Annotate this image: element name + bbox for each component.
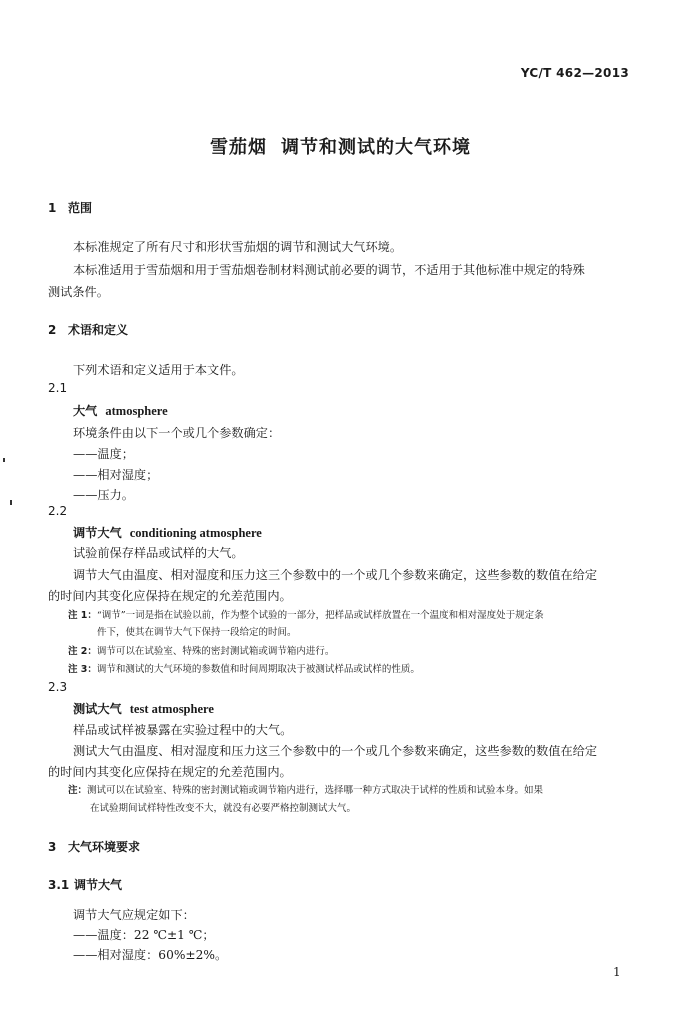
title-part1: 雪茄烟: [210, 137, 267, 158]
term-en: conditioning atmosphere: [129, 526, 262, 540]
paragraph-2-3-line2: 的时间内其变化应保持在规定的允差范围内。: [48, 765, 292, 779]
page-number: 1: [613, 965, 621, 979]
note-2-3: [0, 782, 681, 796]
clause-2-1-number: 2.1: [48, 381, 68, 395]
clause-number: 3.1: [48, 878, 70, 892]
clause-2-3-number: 2.3: [48, 680, 68, 694]
section-title: 术语和定义: [68, 323, 129, 337]
term-cn: 测试大气: [73, 702, 122, 716]
scope-paragraph-2-line2: 测试条件。: [48, 285, 109, 299]
note-2: [0, 643, 681, 657]
section-1-heading: [0, 199, 681, 216]
section-title: 大气环境要求: [68, 840, 141, 854]
section-number: 1: [48, 201, 57, 215]
section-2-heading: [0, 321, 681, 338]
scope-paragraph-1: 本标准规定了所有尺寸和形状雪茄烟的调节和测试大气环境。: [73, 240, 403, 254]
note-text: 测试可以在试验室、特殊的密封测试箱或调节箱内进行，选择哪一种方式取决于试样的性质和试验本身。如果: [87, 785, 544, 796]
term-2-3: [0, 700, 681, 717]
title-part2: 调节和测试的大气环境: [281, 137, 471, 158]
paragraph-2-2-line2: 的时间内其变化应保持在规定的允差范围内。: [48, 589, 292, 603]
note-label: 注 3：: [68, 664, 97, 675]
section-3-heading: [0, 838, 681, 855]
list-item: ——相对湿度；: [73, 468, 159, 482]
term-2-1: [0, 402, 681, 419]
scope-paragraph-2-line1: 本标准适用于雪茄烟和用于雪茄烟卷制材料测试前必要的调节，不适用于其他标准中规定的特殊: [73, 263, 585, 277]
term-cn: 大气: [73, 404, 98, 418]
clause-title: 调节大气: [74, 878, 123, 892]
term-en: atmosphere: [105, 404, 168, 418]
term-cn: 调节大气: [73, 526, 122, 540]
note-text: “调节”一词是指在试验以前，作为整个试验的一部分，把样品或试样放置在一个温度和相对湿度处于规定条: [96, 610, 544, 621]
list-item: ——温度；: [73, 447, 134, 461]
term-2-2: [0, 524, 681, 541]
paragraph-2-2-line1: 调节大气由温度、相对湿度和压力这三个参数中的一个或几个参数来确定，这些参数的数值在给定: [73, 568, 598, 582]
note-3: [0, 661, 681, 675]
note-1: [0, 607, 681, 621]
term-en: test atmosphere: [129, 702, 214, 716]
definition-2-2: 试验前保存样品或试样的大气。: [73, 546, 244, 560]
clause-2-2-number: 2.2: [48, 504, 68, 518]
note-label: 注：: [68, 785, 88, 796]
section-number: 2: [48, 323, 57, 337]
note-label: 注 2：: [68, 646, 97, 657]
note-label: 注 1：: [68, 610, 97, 621]
document-title: [0, 133, 681, 159]
standard-code: YC/T 462—2013: [520, 66, 629, 80]
terms-intro: 下列术语和定义适用于本文件。: [73, 363, 244, 377]
scan-speck: [3, 458, 5, 462]
definition-2-1: 环境条件由以下一个或几个参数确定：: [73, 426, 281, 440]
note-text: 调节和测试的大气环境的参数值和时间周期取决于被测试样品或试样的性质。: [96, 664, 420, 675]
note-1-line2: 件下，使其在调节大气下保持一段给定的时间。: [97, 627, 297, 638]
definition-2-3: 样品或试样被暴露在实验过程中的大气。: [73, 723, 293, 737]
list-item: ——相对湿度：60%±2%。: [73, 948, 228, 962]
list-item: ——温度：22 ℃±1 ℃；: [73, 928, 215, 942]
list-item: ——压力。: [73, 488, 134, 502]
section-title: 范围: [68, 201, 93, 215]
section-number: 3: [48, 840, 57, 854]
paragraph-2-3-line1: 测试大气由温度、相对湿度和压力这三个参数中的一个或几个参数来确定，这些参数的数值在给定: [73, 744, 598, 758]
note-2-3-line2: 在试验期间试样特性改变不大，就没有必要严格控制测试大气。: [90, 803, 357, 814]
clause-3-1-heading: [0, 876, 681, 893]
note-text: 调节可以在试验室、特殊的密封测试箱或调节箱内进行。: [96, 646, 335, 657]
clause-3-1-intro: 调节大气应规定如下：: [73, 908, 195, 922]
scan-speck: [10, 500, 12, 505]
